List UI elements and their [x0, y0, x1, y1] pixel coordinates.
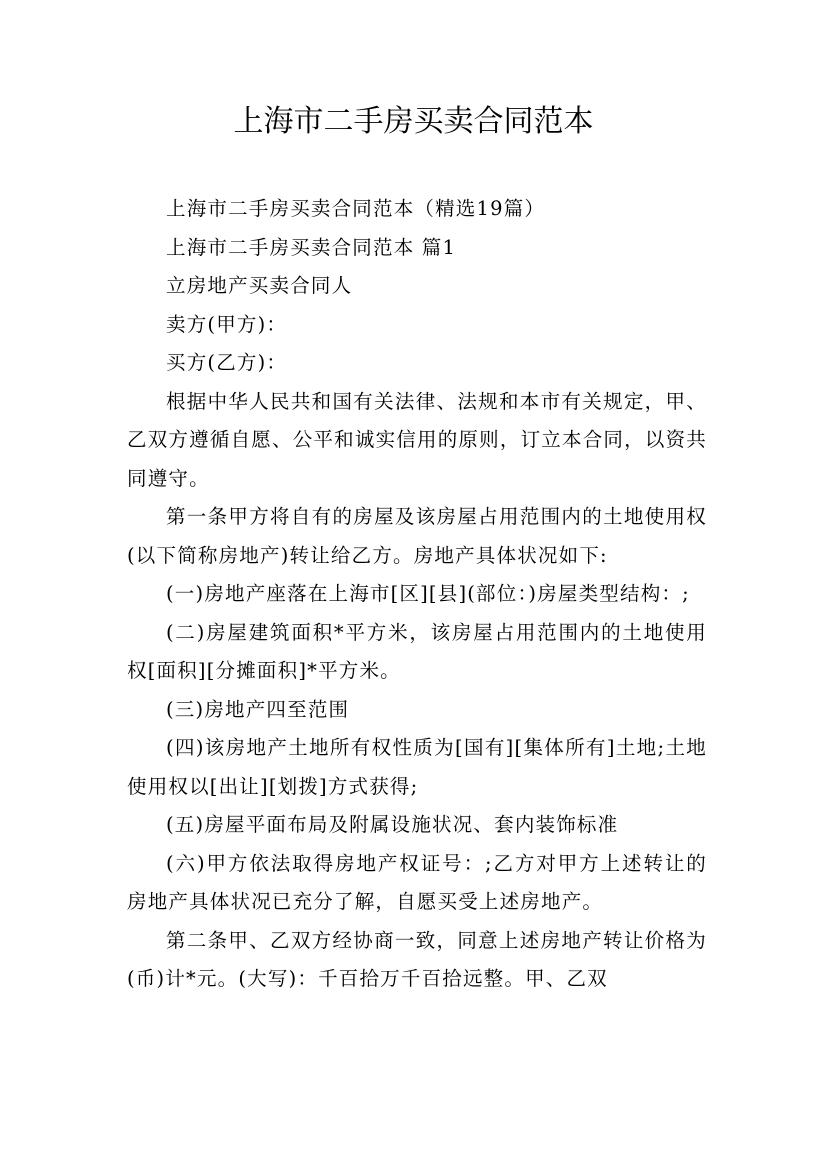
paragraph-item-5: (五)房屋平面布局及附属设施状况、套内装饰标准: [166, 813, 619, 836]
paragraph-item-6: (六)甲方依法取得房地产权证号：;乙方对甲方上述转让的房地产具体状况已充分了解，自愿买受上述房地产。: [127, 851, 707, 913]
paragraph-item-4: (四)该房地产土地所有权性质为[国有][集体所有]土地;土地使用权以[出让][划拨]方式获得;: [127, 736, 707, 798]
paragraph-article-2: 第二条甲、乙双方经协商一致，同意上述房地产转让价格为(币)计*元。(大写)：千百拾万千百拾远整。甲、乙双: [127, 928, 707, 990]
paragraph-preamble: 根据中华人民共和国有关法律、法规和本市有关规定，甲、乙双方遵循自愿、公平和诚实信用的原则，订立本合同，以资共同遵守。: [127, 389, 707, 490]
paragraph-article-1: 第一条甲方将自有的房屋及该房屋占用范围内的土地使用权(以下简称房地产)转让给乙方。房地产具体状况如下:: [127, 505, 707, 567]
paragraph-seller: 卖方(甲方)：: [166, 312, 288, 336]
paragraph-buyer: 买方(乙方)：: [166, 351, 288, 374]
paragraph-contract-parties: 立房地产买卖合同人: [166, 274, 353, 297]
paragraph-item-1: (一)房地产座落在上海市[区][县](部位：)房屋类型结构：;: [166, 582, 690, 605]
document-body: [127, 190, 707, 999]
paragraph-item-2: (二)房屋建筑面积*平方米，该房屋占用范围内的土地使用权[面积][分摊面积]*平方米。: [127, 620, 707, 682]
paragraph-section-heading: 上海市二手房买卖合同范本 篇1: [166, 235, 457, 259]
paragraph-subtitle: 上海市二手房买卖合同范本（精选19篇）: [166, 197, 546, 220]
document-title: 上海市二手房买卖合同范本: [233, 104, 594, 139]
paragraph-item-3: (三)房地产四至范围: [166, 697, 350, 721]
